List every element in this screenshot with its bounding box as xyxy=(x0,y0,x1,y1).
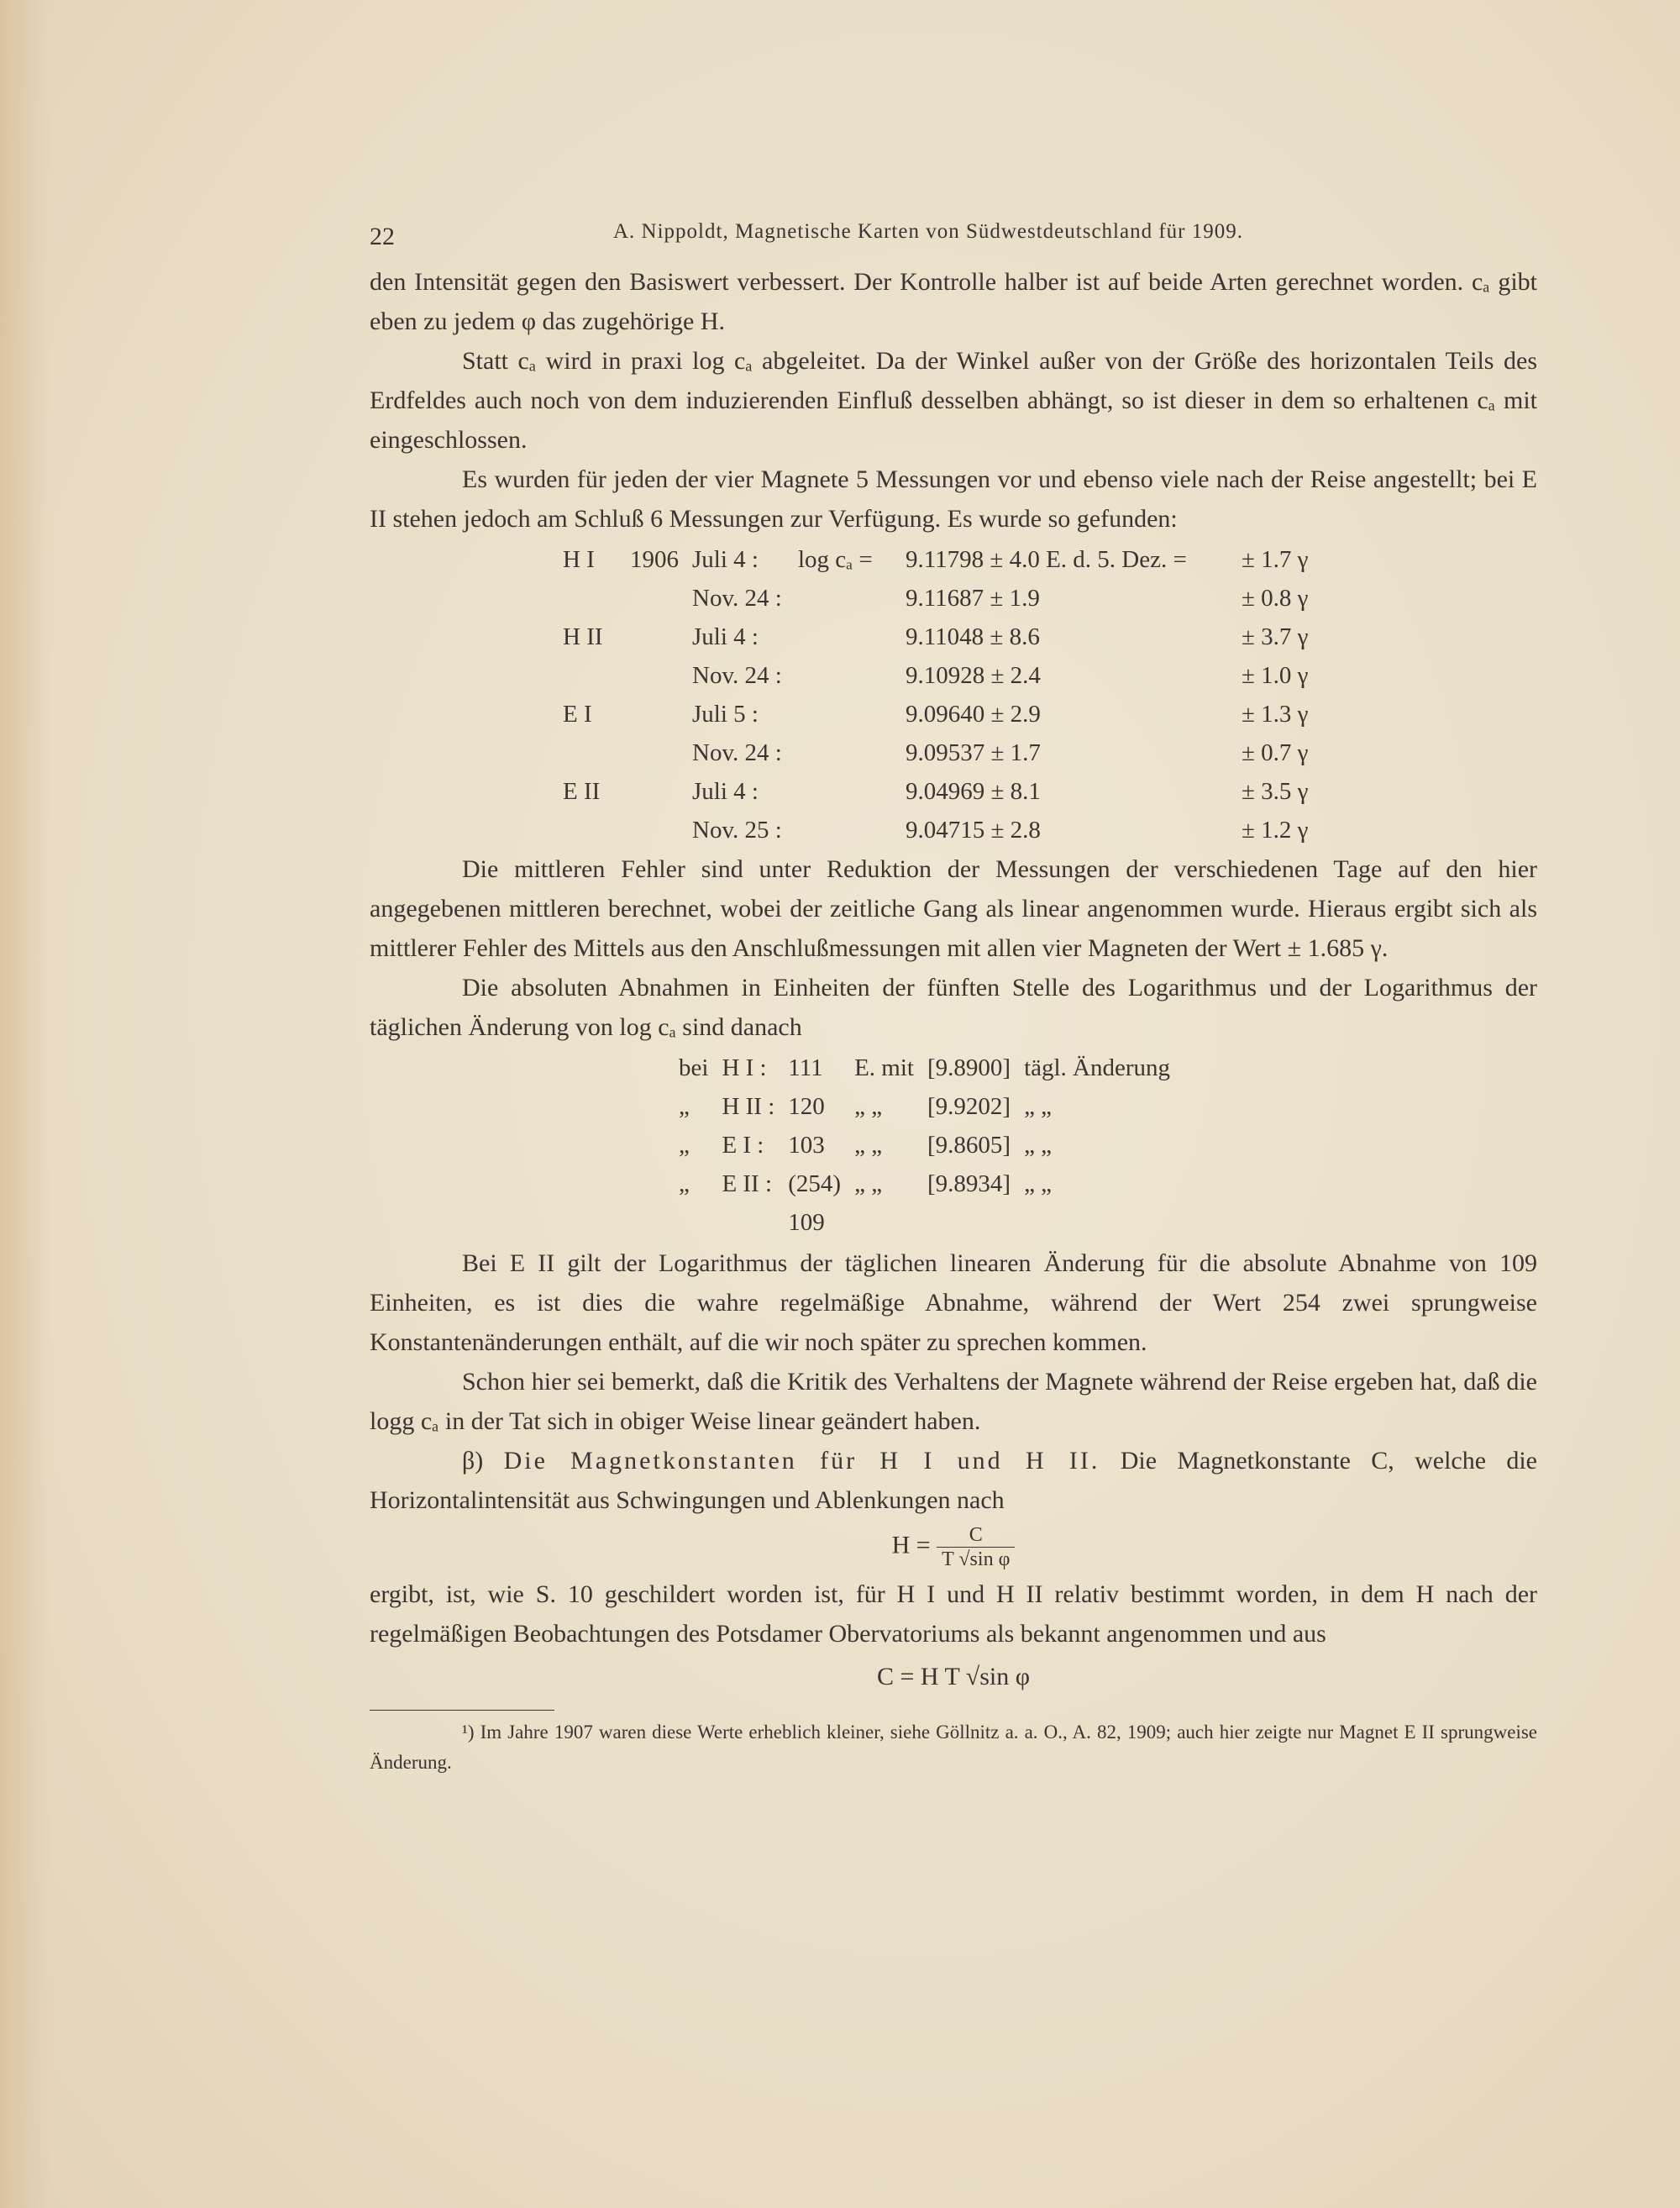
rate-units: 103 xyxy=(788,1132,825,1159)
measurement-error: ± 3.5 γ xyxy=(1242,778,1309,805)
measurement-year xyxy=(630,579,692,618)
measurement-value: 9.11798 ± 4.0 E. d. 5. Dez. = xyxy=(906,546,1187,573)
measurement-log xyxy=(798,733,906,772)
rate-prefix: „ xyxy=(679,1170,690,1197)
rate-magnet: E II : xyxy=(722,1170,773,1197)
rate-row xyxy=(672,1203,1177,1242)
page-edge-shadow xyxy=(0,0,50,2208)
rate-row xyxy=(672,1164,1177,1203)
formula-h-denominator: T √sin φ xyxy=(942,1548,1011,1570)
rate-row xyxy=(672,1049,1177,1087)
rate-row xyxy=(672,1126,1177,1164)
formula-h-lhs: H = xyxy=(891,1531,931,1559)
footnote-rule xyxy=(370,1710,554,1711)
rate-mid: „ „ xyxy=(854,1093,883,1120)
section-beta-label: β) xyxy=(462,1447,504,1475)
formula-h-numerator: C xyxy=(937,1523,1015,1548)
measurement-magnet: E I xyxy=(563,701,592,728)
paragraph-5: Die absoluten Abnahmen in Einheiten der fünften Stelle des Logarithmus und der Logarithmus der täglichen Änderung von log cₐ sind danach xyxy=(370,974,1537,1041)
measurement-log xyxy=(798,618,906,656)
rate-prefix: „ xyxy=(679,1093,690,1120)
rate-suffix: tägl. Änderung xyxy=(1024,1054,1171,1081)
measurement-date: Nov. 24 : xyxy=(692,662,782,689)
rate-suffix: „ „ xyxy=(1024,1132,1053,1159)
paragraph-4: Die mittleren Fehler sind unter Reduktion der Messungen der verschiedenen Tage auf den hier angegebenen mittleren berechnet, wobei der zeitliche Gang als linear angenommen wurde. Hieraus ergibt sich als mittlerer Fehler des Mittels aus den Anschlußmessungen mit allen vier Magneten der Wert ± 1.685 γ. xyxy=(370,855,1537,962)
measurement-error: ± 1.2 γ xyxy=(1242,817,1309,844)
measurement-row xyxy=(563,540,1326,579)
measurement-log xyxy=(798,811,906,849)
rate-log xyxy=(921,1203,1017,1242)
paragraph-6: Bei E II gilt der Logarithmus der täglichen linearen Änderung für die absolute Abnahme von 109 Einheiten, es ist dies die wahre regelmäßige Abnahme, während der Wert 254 zwei sprungweise Konstantenänderungen enthält, auf die wir noch später zu sprechen kommen. xyxy=(370,1249,1537,1356)
rate-prefix: bei xyxy=(679,1054,709,1081)
measurement-year xyxy=(630,695,692,733)
rate-magnet: H I : xyxy=(722,1054,767,1081)
measurement-error: ± 1.7 γ xyxy=(1242,546,1309,573)
paragraph-3: Es wurden für jeden der vier Magnete 5 Messungen vor und ebenso viele nach der Reise angestellt; bei E II stehen jedoch am Schluß 6 Messungen zur Verfügung. Es wurde so gefunden: xyxy=(370,465,1537,533)
paragraph-9: ergibt, ist, wie S. 10 geschildert worden ist, für H I und H II relativ bestimmt worden, in dem H nach der regelmäßigen Beobachtungen des Potsdamer Obervatoriums als bekannt angenommen und aus xyxy=(370,1580,1537,1648)
measurement-row xyxy=(563,579,1326,618)
paragraph-8 xyxy=(370,1441,1537,1520)
measurement-date: Nov. 24 : xyxy=(692,585,782,612)
measurement-row xyxy=(563,733,1326,772)
formula-h-fraction xyxy=(937,1523,1015,1571)
rate-row xyxy=(672,1087,1177,1126)
formula-c: C = H T √sin φ xyxy=(876,1663,1031,1690)
page-content xyxy=(370,212,1537,1778)
measurement-magnet xyxy=(563,656,630,695)
page-number: 22 xyxy=(370,223,395,250)
rate-mid: „ „ xyxy=(854,1132,883,1159)
rate-mid xyxy=(848,1203,921,1242)
page-header xyxy=(370,212,1537,262)
rate-log: [9.8605] xyxy=(927,1132,1011,1159)
measurement-magnet xyxy=(563,811,630,849)
measurement-value: 9.04969 ± 8.1 xyxy=(906,778,1041,805)
rate-suffix xyxy=(1017,1203,1177,1242)
measurement-date: Nov. 24 : xyxy=(692,739,782,766)
measurement-table xyxy=(563,540,1326,849)
measurement-date: Juli 4 : xyxy=(692,623,759,650)
measurement-value: 9.10928 ± 2.4 xyxy=(906,662,1041,689)
running-head: A. Nippoldt, Magnetische Karten von Südwestdeutschland für 1909. xyxy=(613,220,1243,243)
rate-mid: „ „ xyxy=(854,1170,883,1197)
formula-h xyxy=(370,1523,1537,1571)
measurement-magnet: H II xyxy=(563,623,603,650)
measurement-date: Juli 4 : xyxy=(692,546,759,573)
measurement-year xyxy=(630,811,692,849)
measurement-error: ± 1.3 γ xyxy=(1242,701,1309,728)
rate-magnet: H II : xyxy=(722,1093,775,1120)
footnote: ¹) Im Jahre 1907 waren diese Werte erheblich kleiner, siehe Göllnitz a. a. O., A. 82, 1909; auch hier zeigte nur Magnet E II sprungweise Änderung. xyxy=(370,1722,1537,1773)
measurement-log xyxy=(798,695,906,733)
measurement-error: ± 0.8 γ xyxy=(1242,585,1309,612)
measurement-error: ± 0.7 γ xyxy=(1242,739,1309,766)
rate-units: 111 xyxy=(788,1054,823,1081)
measurement-log xyxy=(798,656,906,695)
measurement-year xyxy=(630,618,692,656)
measurement-value: 9.04715 ± 2.8 xyxy=(906,817,1041,844)
measurement-value: 9.11687 ± 1.9 xyxy=(906,585,1040,612)
rate-prefix xyxy=(672,1203,715,1242)
paragraph-8-text: Die Magnetkonstante C, welche die Horizontalintensität aus Schwingungen und Ablenkungen nach xyxy=(370,1447,1537,1514)
measurement-date: Juli 4 : xyxy=(692,778,759,805)
measurement-date: Juli 5 : xyxy=(692,701,759,728)
rate-log: [9.9202] xyxy=(927,1093,1011,1120)
measurement-row xyxy=(563,772,1326,811)
rate-log: [9.8900] xyxy=(927,1054,1011,1081)
paragraph-7: Schon hier sei bemerkt, daß die Kritik des Verhaltens der Magnete während der Reise ergeben hat, daß die logg cₐ in der Tat sich in obiger Weise linear geändert haben. xyxy=(370,1368,1537,1435)
measurement-magnet xyxy=(563,733,630,772)
section-heading-magnetkonstanten: Die Magnetkonstanten für H I und H II. xyxy=(503,1447,1100,1475)
measurement-date: Nov. 25 : xyxy=(692,817,782,844)
measurement-magnet: H I xyxy=(563,546,595,573)
measurement-magnet: E II xyxy=(563,778,601,805)
measurement-log: log cₐ = xyxy=(798,546,873,573)
rate-suffix: „ „ xyxy=(1024,1093,1053,1120)
measurement-value: 9.09640 ± 2.9 xyxy=(906,701,1041,728)
measurement-year xyxy=(630,772,692,811)
measurement-error: ± 1.0 γ xyxy=(1242,662,1309,689)
rate-log: [9.8934] xyxy=(927,1170,1011,1197)
measurement-error: ± 3.7 γ xyxy=(1242,623,1309,650)
rate-magnet xyxy=(715,1203,781,1242)
rate-table xyxy=(672,1049,1177,1242)
measurement-year xyxy=(630,733,692,772)
rate-mid: E. mit xyxy=(854,1054,914,1081)
rate-units: 109 xyxy=(788,1209,825,1236)
rate-units: 120 xyxy=(788,1093,825,1120)
measurement-row xyxy=(563,618,1326,656)
rate-suffix: „ „ xyxy=(1024,1170,1053,1197)
measurement-value: 9.11048 ± 8.6 xyxy=(906,623,1040,650)
rate-magnet: E I : xyxy=(722,1132,764,1159)
rate-units: (254) xyxy=(788,1170,842,1197)
measurement-row xyxy=(563,695,1326,733)
measurement-year xyxy=(630,656,692,695)
measurement-value: 9.09537 ± 1.7 xyxy=(906,739,1041,766)
measurement-year: 1906 xyxy=(630,546,679,573)
measurement-row xyxy=(563,656,1326,695)
paragraph-2: Statt cₐ wird in praxi log cₐ abgeleitet. Da der Winkel außer von der Größe des horizontalen Teils des Erdfeldes auch noch von dem induzierenden Einfluß desselben abhängt, so ist dieser in dem so erhaltenen cₐ mit eingeschlossen. xyxy=(370,347,1537,454)
measurement-log xyxy=(798,772,906,811)
measurement-row xyxy=(563,811,1326,849)
measurement-log xyxy=(798,579,906,618)
paragraph-1: den Intensität gegen den Basiswert verbessert. Der Kontrolle halber ist auf beide Arten gerechnet worden. cₐ gibt eben zu jedem φ das zugehörige H. xyxy=(370,268,1537,335)
rate-prefix: „ xyxy=(679,1132,690,1159)
measurement-magnet xyxy=(563,579,630,618)
